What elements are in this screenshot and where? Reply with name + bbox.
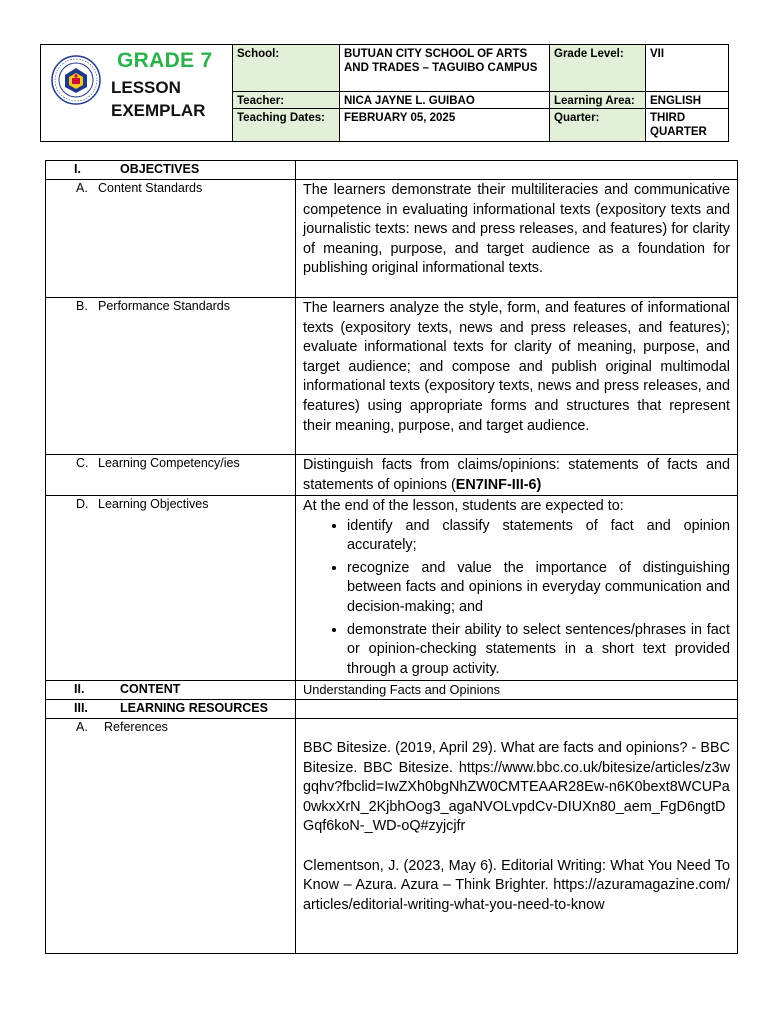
lesson-heading: LESSON bbox=[111, 78, 181, 97]
learning-objectives-row bbox=[46, 496, 737, 681]
content-standards-label: A. Content Standards bbox=[76, 181, 203, 195]
teaching-dates-value: FEBRUARY 05, 2025 bbox=[344, 112, 456, 124]
performance-standards-text: The learners analyze the style, form, and features of informational texts (expository texts, news and press releases, and features); evaluate informational texts for clarity of meaning, purpose, and target audience; and compose and publish original multimodal informational texts (expository texts, news and press releases, and features) using appropriate forms and structures that represent their meaning, purpose, and target audience. bbox=[303, 300, 730, 434]
learning-competency-label: C. Learning Competency/ies bbox=[76, 456, 240, 470]
list-item: • demonstrate their ability to select sentences/phrases in fact or opinion-checking statements in a short text provided through a group activity. bbox=[347, 621, 730, 680]
learning-area-value: ENGLISH bbox=[650, 95, 702, 107]
list-item: • identify and classify statements of fact and opinion accurately; bbox=[347, 517, 730, 556]
performance-standards-row bbox=[46, 298, 737, 455]
learning-competency-text: Distinguish facts from claims/opinions: statements of facts and statements of opinions (EN7INF-III-6) bbox=[303, 457, 730, 493]
deped-seal-icon bbox=[51, 55, 101, 105]
quarter-value: THIRD QUARTER bbox=[650, 112, 707, 138]
grade-level-value: VII bbox=[650, 48, 665, 60]
lesson-plan-table bbox=[45, 160, 738, 954]
learning-objectives-label: D. Learning Objectives bbox=[76, 497, 209, 511]
school-label: School: bbox=[233, 45, 339, 91]
reference-item: BBC Bitesize. (2019, April 29). What are facts and opinions? - BBC Bitesize. BBC Bitesize. https://www.bbc.co.uk/bitesize/articles/z3wgqhv?fbclid=IwZXh0bgNhZW0CMTEAAR28Ew-n6K0bext8WCUPa0wkxXrN_2KjbhOog3_agaNVOLvpdCv-DIUXn80_aem_FgD6ngtDGqf6koN-_WD-oQ#zyjcjfr bbox=[303, 740, 730, 835]
content-row: II. CONTENT Understanding Facts and Opinions bbox=[46, 681, 737, 700]
teaching-dates-label: Teaching Dates: bbox=[233, 109, 339, 141]
references-label: A. References bbox=[76, 720, 168, 734]
school-value: BUTUAN CITY SCHOOL OF ARTS AND TRADES – TAGUIBO CAMPUS bbox=[344, 48, 538, 74]
performance-standards-label: B. Performance Standards bbox=[76, 299, 231, 313]
content-standards-row bbox=[46, 180, 737, 298]
learning-objectives-list bbox=[303, 517, 730, 680]
learning-competency-row bbox=[46, 455, 737, 496]
learning-objectives-intro: At the end of the lesson, students are expected to: bbox=[303, 498, 624, 514]
grade-title: GRADE 7 bbox=[117, 49, 213, 72]
content-text: Understanding Facts and Opinions bbox=[303, 682, 501, 697]
references-row bbox=[46, 719, 737, 953]
competency-code: EN7INF-III-6) bbox=[455, 476, 542, 493]
objectives-row: I. OBJECTIVES bbox=[46, 161, 737, 180]
teacher-label: Teacher: bbox=[233, 92, 339, 109]
header-title-block bbox=[41, 45, 233, 141]
teacher-value: NICA JAYNE L. GUIBAO bbox=[344, 95, 475, 107]
content-standards-text: The learners demonstrate their multiliteracies and communicative competence in evaluating informational texts (expository texts and journalistic texts: news and press releases, and features) for clarity of meaning, purpose, and target audience as a foundation for publishing original informational texts. bbox=[303, 182, 730, 277]
quarter-label: Quarter: bbox=[550, 109, 645, 141]
learning-area-label: Learning Area: bbox=[550, 92, 645, 109]
list-item: • recognize and value the importance of distinguishing between facts and opinions in everyday communication and decision-making; and bbox=[347, 559, 730, 618]
learning-resources-row: III. LEARNING RESOURCES bbox=[46, 700, 737, 719]
exemplar-heading: EXEMPLAR bbox=[111, 101, 206, 120]
reference-item: Clementson, J. (2023, May 6). Editorial Writing: What You Need To Know – Azura. Azura – Think Brighter. https://azuramagazine.com/articles/editorial-writing-what-you-need-to-know bbox=[303, 857, 730, 913]
grade-level-label: Grade Level: bbox=[550, 45, 645, 91]
lesson-header-table bbox=[40, 44, 729, 142]
